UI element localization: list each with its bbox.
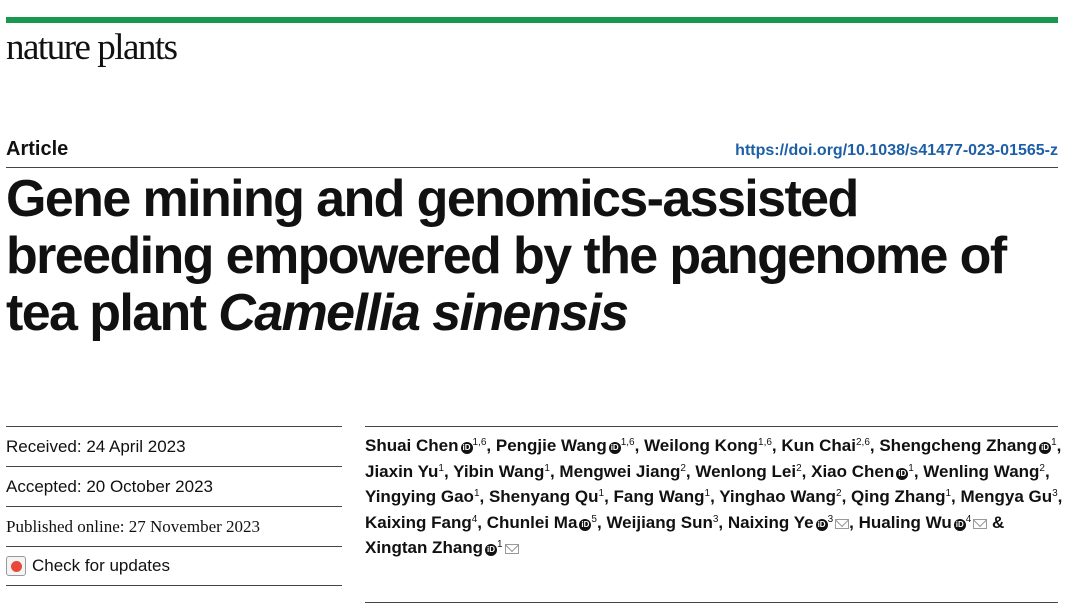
author-name[interactable]: Kaixing Fang bbox=[365, 512, 472, 532]
affiliation-superscript: 2 bbox=[836, 488, 842, 500]
affiliation-superscript: 1 bbox=[945, 488, 952, 500]
author-entry[interactable] bbox=[960, 487, 1057, 506]
orcid-id-icon[interactable]: iD bbox=[955, 519, 964, 529]
orcid-id-icon[interactable]: iD bbox=[1041, 443, 1050, 452]
orcid-id-icon[interactable]: iD bbox=[581, 519, 590, 529]
author-separator: , bbox=[710, 487, 720, 507]
header-divider bbox=[6, 167, 1058, 168]
published-date-text: Published online: 27 November 2023 bbox=[6, 516, 261, 536]
published-date bbox=[6, 506, 342, 546]
journal-brand-bar bbox=[6, 17, 1058, 23]
affiliation-superscript: 1 bbox=[908, 462, 914, 474]
author-entry[interactable] bbox=[695, 462, 801, 481]
author-entry[interactable] bbox=[365, 462, 444, 481]
author-list bbox=[365, 433, 1065, 561]
author-separator: , bbox=[1044, 461, 1050, 481]
author-name[interactable]: Yingying Gao bbox=[365, 487, 474, 507]
author-entry[interactable] bbox=[365, 538, 519, 557]
author-separator: , bbox=[685, 461, 696, 481]
accepted-date-text: Accepted: 20 October 2023 bbox=[6, 476, 213, 496]
author-entry[interactable] bbox=[923, 462, 1045, 481]
author-separator: , bbox=[1056, 436, 1062, 455]
author-name[interactable]: Xingtan Zhang bbox=[365, 538, 484, 558]
affiliation-superscript: 3 bbox=[712, 513, 719, 525]
affiliation-superscript: 2 bbox=[1039, 462, 1045, 474]
author-entry[interactable] bbox=[719, 487, 841, 506]
author-separator: , bbox=[849, 512, 859, 532]
author-entry[interactable] bbox=[365, 436, 486, 455]
affiliation-superscript: 1 bbox=[704, 488, 711, 500]
author-name[interactable]: Shenyang Qu bbox=[488, 487, 599, 507]
title-line-3-prefix: tea plant bbox=[6, 284, 219, 342]
orcid-id-icon[interactable]: iD bbox=[487, 545, 496, 555]
author-name[interactable]: Yinghao Wang bbox=[719, 487, 837, 507]
author-separator: , bbox=[801, 461, 812, 481]
accepted-date bbox=[6, 466, 342, 506]
doi-link[interactable]: https://doi.org/10.1038/s41477-023-01565-z bbox=[735, 142, 1058, 159]
author-name[interactable]: Weilong Kong bbox=[644, 436, 759, 455]
author-separator: , bbox=[596, 512, 607, 532]
author-name[interactable]: Hualing Wu bbox=[858, 512, 952, 532]
orcid-id-icon[interactable]: iD bbox=[462, 443, 471, 452]
author-separator: & bbox=[987, 512, 1005, 532]
author-entry[interactable] bbox=[559, 462, 685, 481]
author-entry[interactable] bbox=[453, 462, 550, 481]
author-separator: , bbox=[841, 487, 852, 507]
author-entry[interactable] bbox=[487, 513, 597, 532]
author-separator: , bbox=[549, 461, 560, 481]
author-name[interactable]: Xiao Chen bbox=[811, 461, 895, 481]
author-name[interactable]: Yibin Wang bbox=[453, 461, 545, 481]
affiliation-superscript: 1 bbox=[598, 488, 605, 500]
author-name[interactable]: Naixing Ye bbox=[727, 512, 814, 532]
affiliation-superscript: 1,6 bbox=[758, 437, 772, 448]
title-species-name: Camellia sinensis bbox=[218, 284, 628, 342]
author-separator: , bbox=[486, 436, 496, 455]
affiliation-superscript: 2 bbox=[680, 462, 686, 474]
author-entry[interactable] bbox=[365, 513, 477, 532]
author-entry[interactable] bbox=[811, 462, 914, 481]
author-separator: , bbox=[1057, 487, 1063, 507]
author-separator: , bbox=[771, 436, 782, 455]
author-entry[interactable] bbox=[879, 436, 1056, 455]
author-entry[interactable] bbox=[644, 436, 772, 455]
affiliation-superscript: 5 bbox=[591, 513, 597, 525]
author-entry[interactable] bbox=[851, 487, 951, 506]
envelope-icon[interactable] bbox=[835, 519, 849, 529]
author-separator: , bbox=[951, 487, 961, 507]
author-entry[interactable] bbox=[614, 487, 711, 506]
author-separator: , bbox=[913, 461, 924, 481]
author-name[interactable]: Shuai Chen bbox=[365, 436, 459, 455]
affiliation-superscript: 1 bbox=[473, 488, 480, 500]
article-type-label: Article bbox=[6, 138, 69, 160]
affiliation-superscript: 1 bbox=[497, 539, 503, 551]
author-name[interactable]: Wenlong Lei bbox=[695, 461, 797, 481]
envelope-icon[interactable] bbox=[505, 544, 519, 554]
author-separator: , bbox=[443, 461, 454, 481]
title-line-1: Gene mining and genomics-assisted bbox=[6, 170, 858, 228]
journal-name[interactable]: nature plants bbox=[6, 27, 177, 68]
author-name[interactable]: Shengcheng Zhang bbox=[879, 436, 1038, 455]
publication-dates-panel bbox=[6, 426, 342, 586]
author-separator: , bbox=[479, 487, 489, 507]
author-name[interactable]: Mengwei Jiang bbox=[559, 461, 681, 481]
article-title bbox=[6, 171, 1066, 342]
author-name[interactable]: Chunlei Ma bbox=[486, 512, 578, 532]
author-name[interactable]: Qing Zhang bbox=[851, 487, 946, 507]
author-name[interactable]: Kun Chai bbox=[781, 436, 856, 455]
title-line-2: breeding empowered by the pangenome of bbox=[6, 227, 1006, 285]
orcid-id-icon[interactable]: iD bbox=[610, 443, 619, 452]
author-separator: , bbox=[477, 512, 487, 532]
orcid-id-icon[interactable]: iD bbox=[817, 519, 826, 529]
affiliation-superscript: 2 bbox=[796, 462, 802, 474]
author-separator: , bbox=[718, 512, 728, 532]
author-entry[interactable] bbox=[781, 436, 870, 455]
check-for-updates-label: Check for updates bbox=[32, 556, 170, 575]
author-entry[interactable] bbox=[859, 513, 988, 532]
envelope-icon[interactable] bbox=[973, 519, 987, 529]
affiliation-superscript: 1 bbox=[438, 462, 444, 474]
affiliation-superscript: 2,6 bbox=[855, 437, 870, 448]
check-for-updates-icon bbox=[6, 556, 26, 576]
received-date-text: Received: 24 April 2023 bbox=[6, 436, 186, 456]
author-entry[interactable] bbox=[496, 436, 635, 455]
affiliation-superscript: 3 bbox=[1052, 488, 1058, 500]
affiliation-superscript: 1 bbox=[544, 462, 550, 474]
author-name[interactable]: Weijiang Sun bbox=[606, 512, 713, 532]
author-separator: , bbox=[869, 436, 880, 455]
author-separator: , bbox=[604, 487, 614, 507]
author-separator: , bbox=[634, 436, 645, 455]
author-name[interactable]: Wenling Wang bbox=[923, 461, 1040, 481]
authors-top-divider bbox=[365, 426, 1058, 427]
orcid-id-icon[interactable]: iD bbox=[898, 468, 907, 478]
check-for-updates-button[interactable] bbox=[6, 546, 342, 586]
author-entry[interactable] bbox=[489, 487, 604, 506]
author-name[interactable]: Pengjie Wang bbox=[495, 436, 607, 455]
author-name[interactable]: Jiaxin Yu bbox=[365, 461, 439, 481]
affiliation-superscript: 4 bbox=[471, 513, 478, 525]
affiliation-superscript: 1,6 bbox=[620, 437, 635, 448]
received-date bbox=[6, 426, 342, 466]
affiliation-superscript: 3 bbox=[827, 513, 834, 525]
author-name[interactable]: Fang Wang bbox=[613, 487, 705, 507]
author-name[interactable]: Mengya Gu bbox=[960, 487, 1053, 507]
affiliation-superscript: 1,6 bbox=[472, 437, 487, 448]
author-entry[interactable] bbox=[365, 487, 480, 506]
affiliation-superscript: 4 bbox=[965, 513, 972, 525]
author-entry[interactable] bbox=[606, 513, 718, 532]
affiliation-superscript: 1 bbox=[1051, 437, 1057, 448]
author-entry[interactable] bbox=[728, 513, 849, 532]
